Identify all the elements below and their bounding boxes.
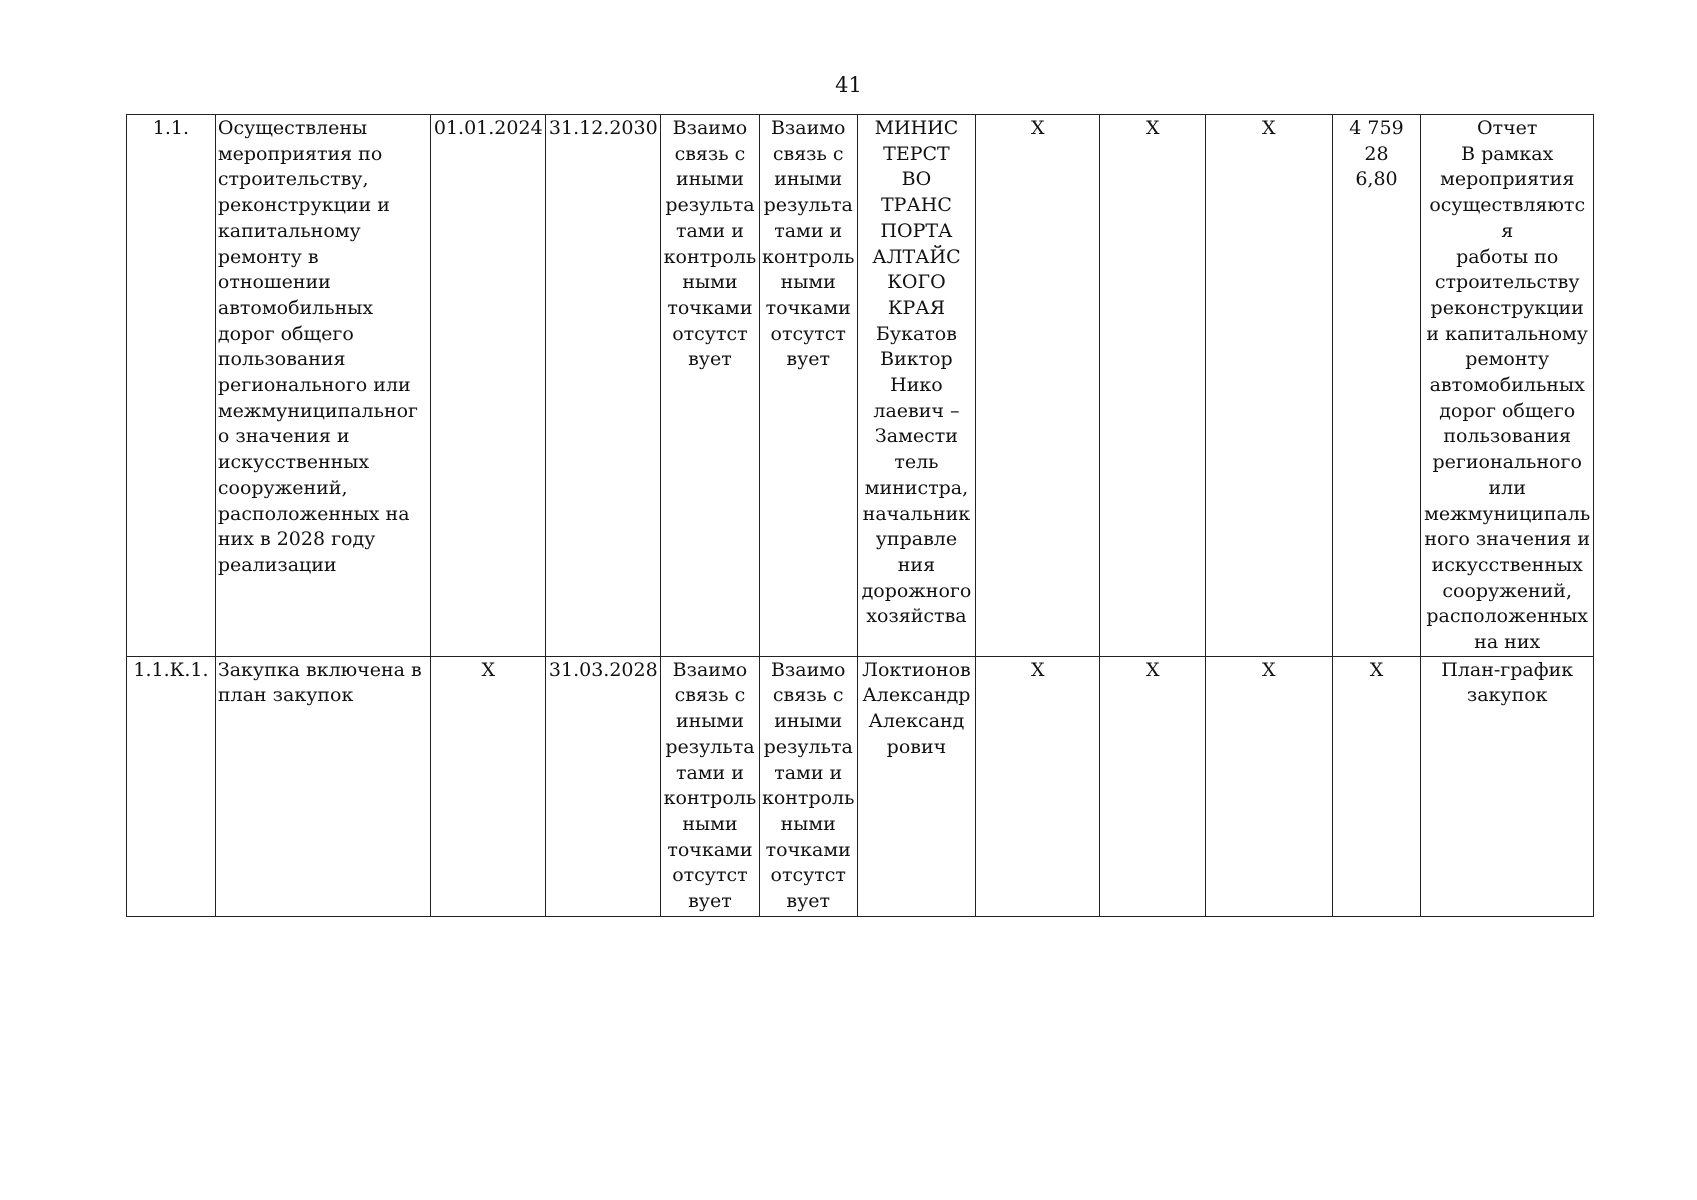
start-date-cell: X: [431, 656, 546, 916]
document-cell: План-график закупок: [1421, 656, 1594, 916]
result-name-cell: Осуществлены мероприятия по строительству, реконструкции и капитальному ремонту в отношении автомобильных дорог общего пользования регионального или межмуниципального значения и искусственных сооружений, расположенных на них в 2028 году реализации: [215, 115, 430, 657]
result-name-cell: Закупка включена в план закупок: [215, 656, 430, 916]
end-date-cell: 31.03.2028: [546, 656, 661, 916]
responsible-cell: МИНИС ТЕРСТ ВО ТРАНС ПОРТА АЛТАЙС КОГО КРАЯ Букатов Виктор Нико лаевич – Замести тель министра, начальник управле ния дорожного хозяйства: [857, 115, 975, 657]
x-cell: X: [976, 656, 1100, 916]
next-link-cell: Взаимо связь с иными результа тами и контроль ными точками отсутст вует: [759, 656, 857, 916]
end-date-cell: 31.12.2030: [546, 115, 661, 657]
next-link-cell: Взаимо связь с иными результа тами и контроль ными точками отсутст вует: [759, 115, 857, 657]
previous-link-cell: Взаимо связь с иными результа тами и контроль ными точками отсутст вует: [661, 115, 759, 657]
page-number: 41: [835, 73, 862, 97]
plan-table: [126, 114, 1594, 917]
row-number-cell: 1.1.К.1.: [127, 656, 216, 916]
previous-link-cell: Взаимо связь с иными результа тами и контроль ными точками отсутст вует: [661, 656, 759, 916]
x-cell: X: [1206, 656, 1333, 916]
x-cell: X: [1100, 115, 1206, 657]
x-cell: X: [1206, 115, 1333, 657]
start-date-cell: 01.01.2024: [431, 115, 546, 657]
table-row: [127, 656, 1594, 916]
x-cell: X: [976, 115, 1100, 657]
row-number-cell: 1.1.: [127, 115, 216, 657]
amount-cell: X: [1332, 656, 1421, 916]
responsible-cell: Локтионов Александр Александ рович: [857, 656, 975, 916]
document-cell: Отчет В рамках мероприятия осуществляются работы по строительству реконструкции и капитальному ремонту автомобильных дорог общего пользования регионального или межмуниципаль ного значения и искусственных сооружений, расположенных на них: [1421, 115, 1594, 657]
amount-cell: 4 759 28 6,80: [1332, 115, 1421, 657]
x-cell: X: [1100, 656, 1206, 916]
table-row: [127, 115, 1594, 657]
